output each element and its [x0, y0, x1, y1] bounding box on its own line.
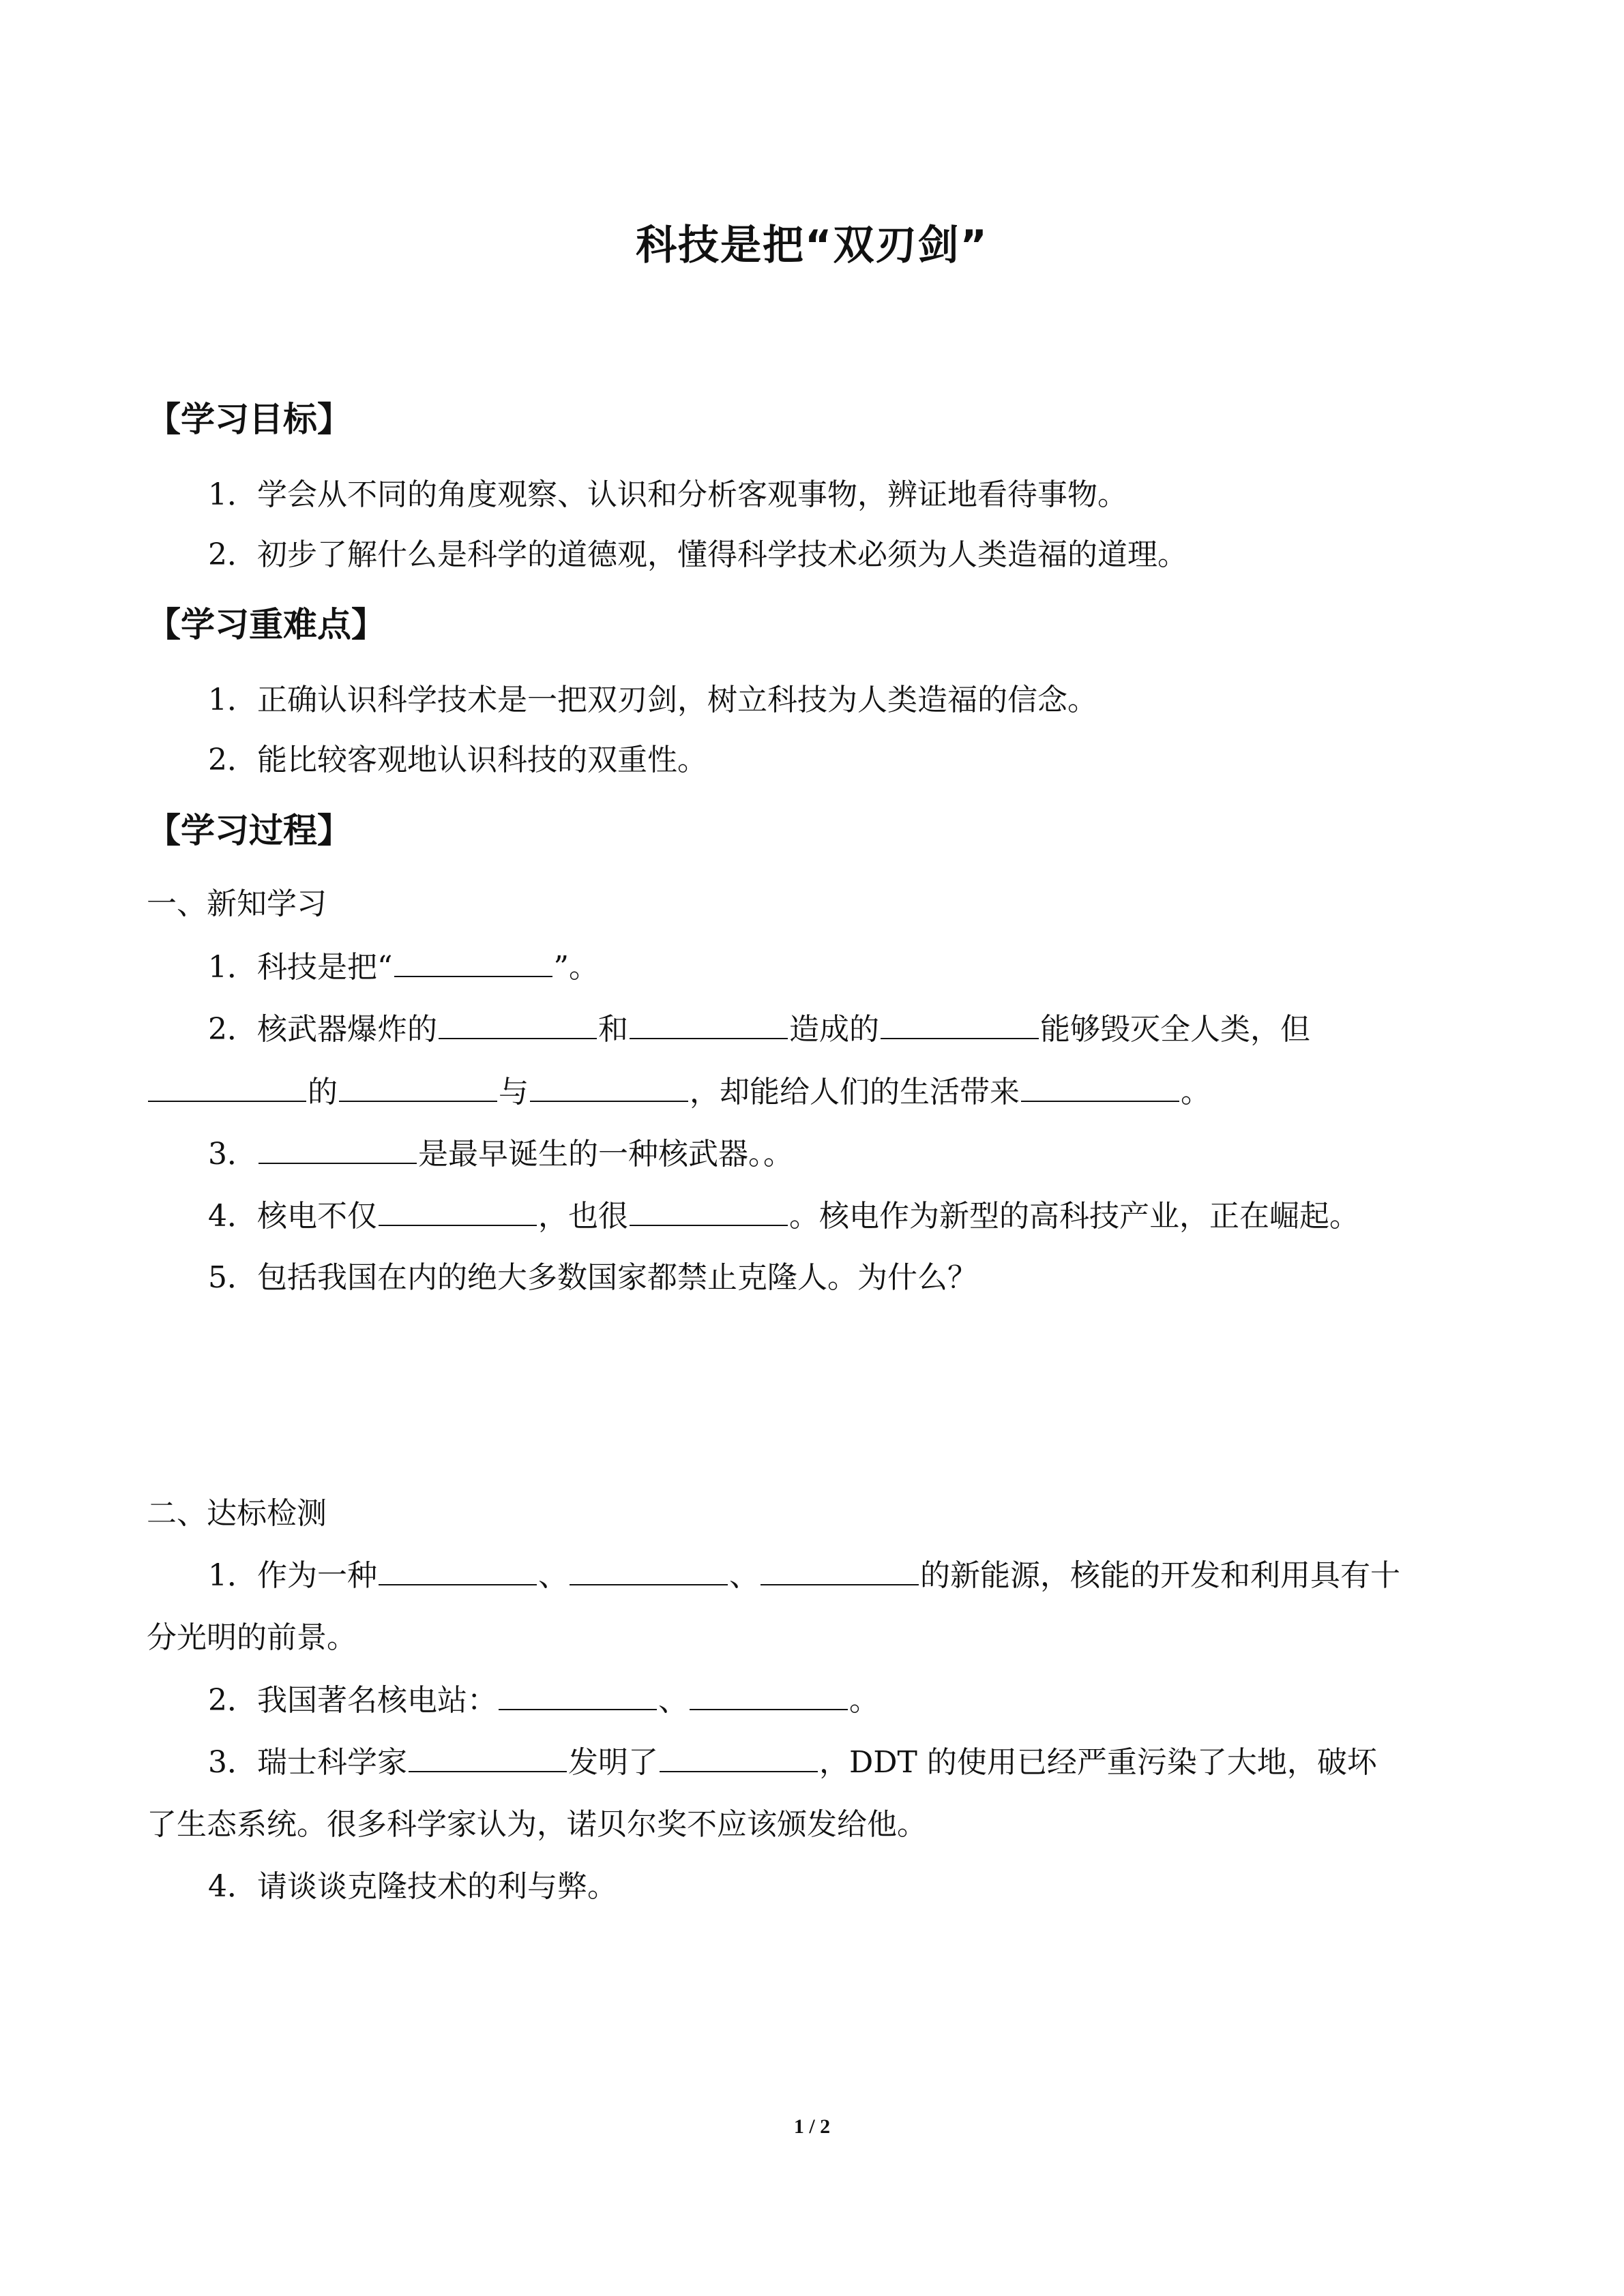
question-text: 的新能源，核能的开发和利用具有十: [920, 1558, 1400, 1593]
answer-blank[interactable]: [530, 1073, 688, 1102]
question-text: 4．核电不仅: [208, 1199, 377, 1234]
question-text: ，也很: [538, 1199, 628, 1234]
section-heading-process: 【学习过程】: [147, 811, 351, 850]
subsection-test: 二、达标检测: [147, 1496, 327, 1531]
question-1: [208, 949, 599, 987]
question-text: 、: [538, 1558, 568, 1593]
answer-blank[interactable]: [148, 1073, 306, 1102]
page-number: 1 / 2: [793, 2115, 831, 2138]
question-text: 。: [849, 1683, 879, 1718]
question-5: 5．包括我国在内的绝大多数国家都禁止克隆人。为什么？: [208, 1260, 977, 1295]
answer-blank[interactable]: [630, 1011, 788, 1039]
question-text: 3．瑞士科学家: [208, 1745, 407, 1780]
answer-blank[interactable]: [570, 1557, 728, 1585]
question-text: 1．科技是把“: [208, 950, 393, 985]
goal-item-2: 2．初步了解什么是科学的道德观，懂得科学技术必须为人类造福的道理。: [208, 537, 1187, 572]
answer-blank[interactable]: [339, 1073, 497, 1102]
section-heading-key-points: 【学习重难点】: [147, 605, 385, 644]
answer-blank[interactable]: [499, 1682, 657, 1710]
subsection-new-knowledge: 一、新知学习: [147, 886, 327, 921]
question-text: 能够毁灭全人类，但: [1040, 1012, 1310, 1047]
question-text: 的: [308, 1075, 338, 1109]
question-text: 造成的: [789, 1012, 879, 1047]
goal-item-1: 1．学会从不同的角度观察、认识和分析客观事物，辨证地看待事物。: [208, 477, 1127, 512]
question-2-line-2: [147, 1073, 1211, 1112]
question-text: 是最早诞生的一种核武器。。: [418, 1137, 793, 1172]
answer-blank[interactable]: [881, 1011, 1039, 1039]
question-3: [208, 1135, 793, 1174]
question-text: ，却能给人们的生活带来: [690, 1075, 1020, 1109]
answer-blank[interactable]: [394, 949, 552, 977]
answer-blank[interactable]: [379, 1557, 537, 1585]
question-text: ”。: [553, 950, 599, 985]
test-question-2: [208, 1682, 879, 1720]
question-text: ，DDT 的使用已经严重污染了大地，破坏: [819, 1745, 1377, 1780]
question-2-line-1: [208, 1011, 1310, 1049]
question-text: 。核电作为新型的高科技产业，正在崛起。: [789, 1199, 1359, 1234]
question-text: 1．作为一种: [208, 1558, 377, 1593]
answer-blank[interactable]: [761, 1557, 919, 1585]
question-text: 。: [1181, 1075, 1211, 1109]
answer-blank[interactable]: [690, 1682, 848, 1710]
answer-blank[interactable]: [439, 1011, 597, 1039]
answer-blank[interactable]: [409, 1744, 567, 1772]
answer-blank[interactable]: [630, 1197, 788, 1226]
question-text: 发明了: [568, 1745, 658, 1780]
question-text: 和: [598, 1012, 628, 1047]
key-point-item-1: 1．正确认识科学技术是一把双刃剑，树立科技为人类造福的信念。: [208, 683, 1097, 717]
answer-blank[interactable]: [1021, 1073, 1179, 1102]
test-question-3-line-2: 了生态系统。很多科学家认为，诺贝尔奖不应该颁发给他。: [147, 1807, 927, 1842]
question-text: 与: [499, 1075, 529, 1109]
question-text: 、: [658, 1683, 688, 1718]
page-title: 科技是把“双刃剑”: [636, 222, 988, 269]
answer-blank[interactable]: [259, 1135, 417, 1164]
question-4: [208, 1197, 1359, 1236]
question-text: 、: [729, 1558, 759, 1593]
question-text: 2．核武器爆炸的: [208, 1012, 437, 1047]
test-question-1-line-2: 分光明的前景。: [147, 1620, 357, 1655]
key-point-item-2: 2．能比较客观地认识科技的双重性。: [208, 743, 707, 777]
section-heading-goals: 【学习目标】: [147, 400, 351, 439]
answer-blank[interactable]: [660, 1744, 818, 1772]
question-text: 2．我国著名核电站：: [208, 1683, 497, 1718]
test-question-4: 4．请谈谈克隆技术的利与弊。: [208, 1869, 617, 1904]
test-question-3-line-1: [208, 1744, 1377, 1782]
test-question-1-line-1: [208, 1557, 1400, 1595]
answer-blank[interactable]: [379, 1197, 537, 1226]
question-text: 3．: [208, 1137, 257, 1172]
